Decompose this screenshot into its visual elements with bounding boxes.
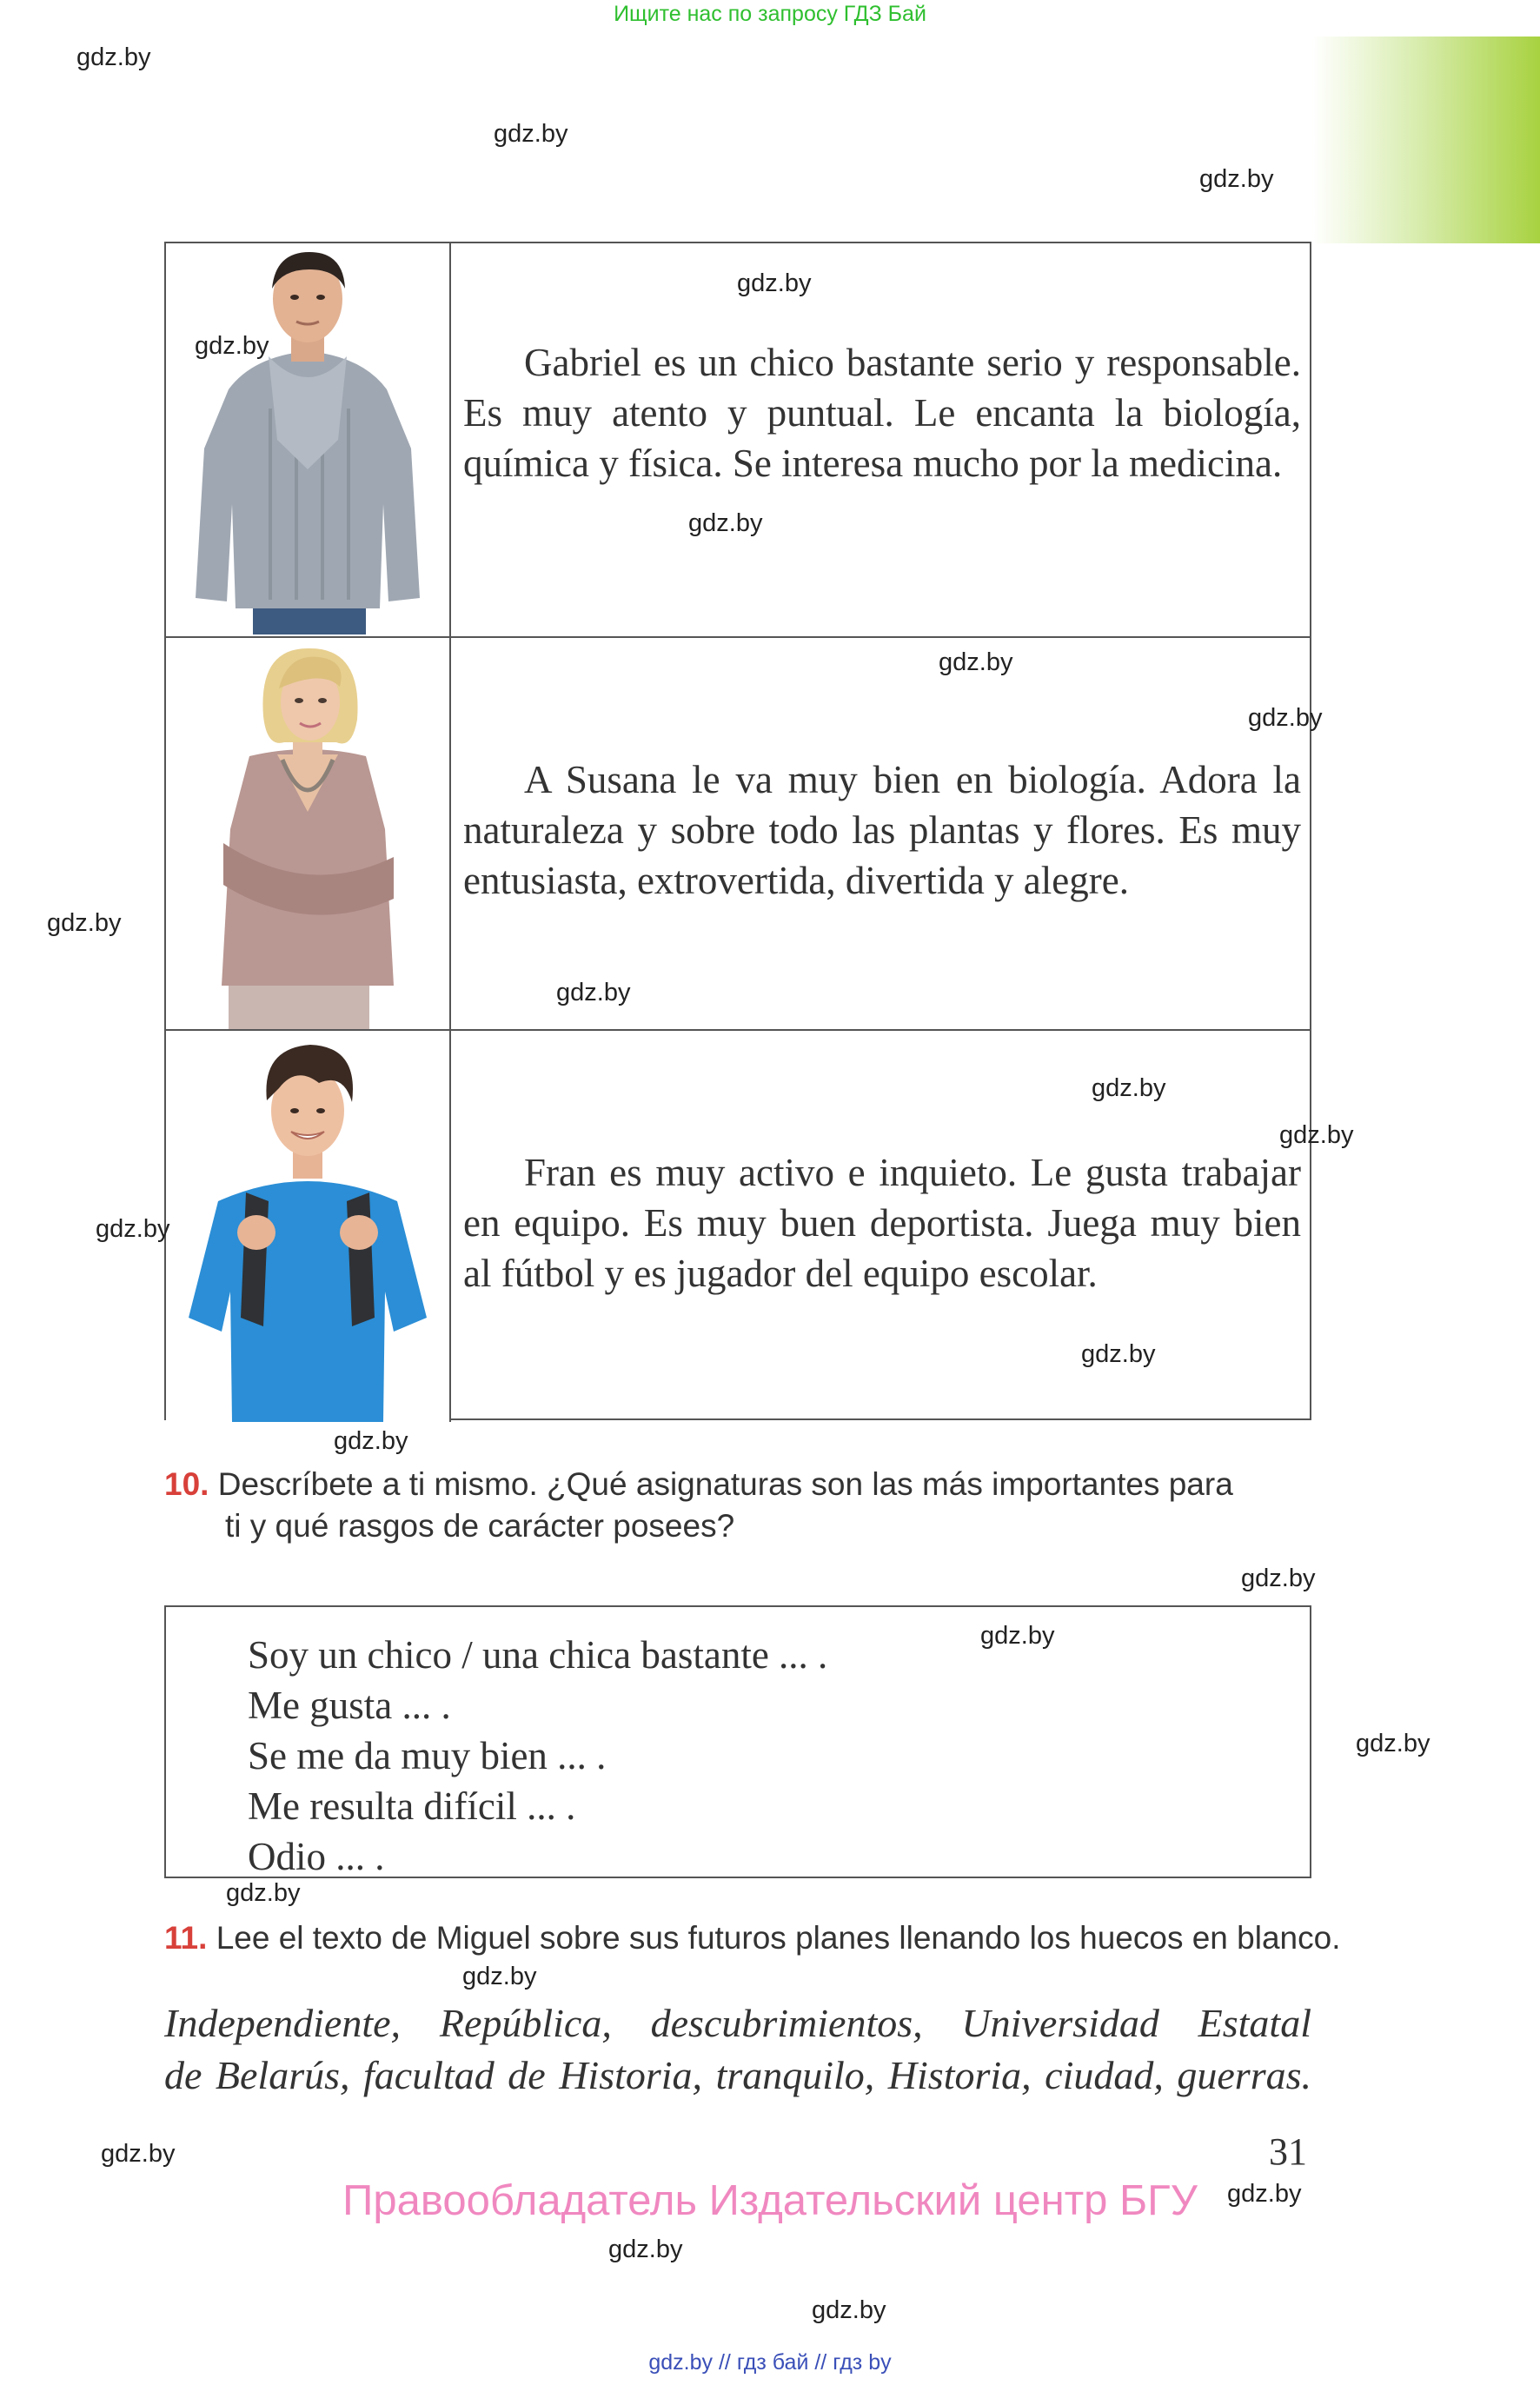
photo-gabriel [166, 243, 451, 636]
young-man-sweater-photo [166, 243, 449, 634]
exercise-number: 11. [164, 1920, 208, 1956]
watermark: gdz.by [76, 43, 151, 71]
watermark: gdz.by [462, 1963, 537, 1990]
watermark: gdz.by [1248, 704, 1323, 732]
watermark: gdz.by [1199, 165, 1274, 193]
profile-description: Gabriel es un chico bastante serio y responsable. Es muy atento y puntual. Le encanta la biología, química y física. Se interesa mucho por la medicina. [463, 341, 1301, 485]
exercise-instruction-continued: ti y qué rasgos de carácter posees? [225, 1508, 735, 1544]
exercise-number: 10. [164, 1466, 209, 1502]
watermark: gdz.by [812, 2296, 886, 2324]
profile-description: A Susana le va muy bien en biología. Adora la naturaleza y sobre todo las plantas y flores. Es muy entusiasta, extrovertida, divertida y alegre. [463, 758, 1301, 902]
watermark: gdz.by [1356, 1730, 1430, 1757]
young-woman-photo [166, 638, 449, 1029]
watermark: gdz.by [334, 1427, 408, 1455]
word-bank-line: Independiente, República, descubrimientos, Universidad Estatal [164, 2001, 1311, 2045]
word-bank [164, 1997, 1311, 2102]
watermark: gdz.by [226, 1879, 301, 1907]
watermark: gdz.by [101, 2140, 176, 2168]
watermark: gdz.by [980, 1622, 1055, 1650]
top-banner[interactable]: Ищите нас по запросу ГДЗ Бай [614, 2, 926, 26]
watermark: gdz.by [195, 332, 269, 360]
copyright-notice: Правообладатель Издательский центр БГУ [342, 2177, 1198, 2224]
watermark: gdz.by [494, 120, 568, 148]
phrase-box [164, 1605, 1311, 1878]
phrase-item: Odio ... . [248, 1835, 385, 1878]
phrase-item: Me gusta ... . [248, 1684, 451, 1727]
watermark: gdz.by [939, 648, 1013, 676]
watermark: gdz.by [1241, 1565, 1316, 1592]
watermark: gdz.by [737, 269, 812, 297]
photo-fran [166, 1031, 451, 1422]
watermark: gdz.by [688, 509, 763, 537]
page-number: 31 [1269, 2130, 1307, 2173]
profile-table [164, 242, 1311, 1420]
exercise-instruction: Descríbete a ti mismo. ¿Qué asignaturas son las más importantes para [217, 1466, 1233, 1502]
text-cell-gabriel [453, 243, 1310, 636]
watermark: gdz.by [1279, 1121, 1354, 1149]
watermark: gdz.by [1092, 1074, 1166, 1102]
watermark: gdz.by [1081, 1340, 1156, 1368]
watermark: gdz.by [608, 2236, 683, 2263]
watermark: gdz.by [556, 979, 631, 1006]
profile-description: Fran es muy activo e inquieto. Le gusta trabajar en equipo. Es muy buen deportista. Juega muy bien al fútbol y es jugador del equipo escolar. [463, 1151, 1301, 1295]
exercise-10 [164, 1464, 1320, 1547]
watermark: gdz.by [1227, 2180, 1302, 2208]
exercise-instruction: Lee el texto de Miguel sobre sus futuros planes llenando los huecos en blanco. [216, 1920, 1341, 1956]
footer-links[interactable]: gdz.by // гдз бай // гдз by [648, 2350, 892, 2375]
young-man-backpack-photo [166, 1031, 449, 1422]
word-bank-line: de Belarús, facultad de Historia, tranquilo, Historia, ciudad, guerras. [164, 2053, 1311, 2097]
phrase-item: Soy un chico / una chica bastante ... . [248, 1633, 828, 1677]
corner-gradient-decoration [1312, 37, 1540, 243]
profile-row-gabriel [166, 243, 1310, 636]
watermark: gdz.by [47, 909, 122, 937]
phrase-item: Se me da muy bien ... . [248, 1734, 607, 1777]
exercise-11 [164, 1917, 1341, 1959]
watermark: gdz.by [96, 1215, 170, 1243]
text-cell-susana [453, 638, 1310, 1029]
text-cell-fran [453, 1031, 1310, 1422]
profile-row-susana [166, 636, 1310, 1029]
photo-susana [166, 638, 451, 1029]
phrase-item: Me resulta difícil ... . [248, 1784, 576, 1828]
